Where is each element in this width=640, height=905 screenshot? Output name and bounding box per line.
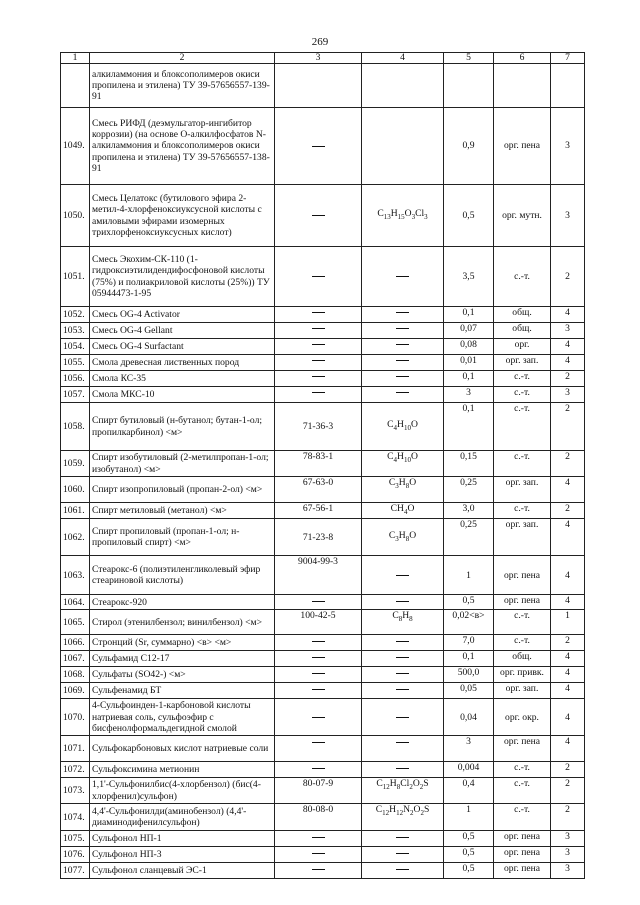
formula bbox=[362, 667, 444, 683]
substance-name: Сульфонол НП-3 bbox=[90, 847, 275, 863]
harm-indicator: орг. привк. bbox=[494, 667, 551, 683]
harm-indicator: с.-т. bbox=[494, 371, 551, 387]
substance-name: Смола МКС-10 bbox=[90, 387, 275, 403]
empty-dash bbox=[312, 768, 325, 769]
limit-value: 0,07 bbox=[444, 323, 494, 339]
harm-indicator: орг. bbox=[494, 339, 551, 355]
row-number: 1059. bbox=[61, 451, 90, 477]
hazard-class: 2 bbox=[551, 451, 585, 477]
hazard-class: 3 bbox=[551, 185, 585, 247]
hazard-class: 4 bbox=[551, 355, 585, 371]
table-row bbox=[61, 247, 585, 307]
row-number: 1073. bbox=[61, 778, 90, 804]
substance-name: 1,1'-Сульфонилбис(4-хлорбензол) (бис(4-хлорфенил)сульфон) bbox=[90, 778, 275, 804]
cas-number bbox=[275, 355, 362, 371]
substance-name: Смола древесная лиственных пород bbox=[90, 355, 275, 371]
formula bbox=[362, 64, 444, 108]
table-row bbox=[61, 355, 585, 371]
table-row bbox=[61, 64, 585, 108]
empty-dash bbox=[312, 328, 325, 329]
cas-number: 9004-99-3 bbox=[275, 556, 362, 595]
empty-dash bbox=[312, 689, 325, 690]
table-row bbox=[61, 635, 585, 651]
cas-number bbox=[275, 185, 362, 247]
row-number: 1066. bbox=[61, 635, 90, 651]
harm-indicator: с.-т. bbox=[494, 804, 551, 831]
cas-number bbox=[275, 651, 362, 667]
substance-name: Сульфамид С12-17 bbox=[90, 651, 275, 667]
empty-dash bbox=[396, 312, 409, 313]
limit-value: 0,5 bbox=[444, 595, 494, 610]
cas-number: 71-23-8 bbox=[275, 519, 362, 556]
harm-indicator: орг. зап. bbox=[494, 477, 551, 503]
cas-number bbox=[275, 595, 362, 610]
empty-dash bbox=[396, 717, 409, 718]
cas-number bbox=[275, 307, 362, 323]
formula bbox=[362, 863, 444, 879]
cas-number bbox=[275, 863, 362, 879]
row-number: 1062. bbox=[61, 519, 90, 556]
row-number bbox=[61, 64, 90, 108]
limit-value: 0,1 bbox=[444, 371, 494, 387]
row-number: 1052. bbox=[61, 307, 90, 323]
substance-name: Стеарокс-920 bbox=[90, 595, 275, 610]
harm-indicator: орг. зап. bbox=[494, 355, 551, 371]
empty-dash bbox=[312, 376, 325, 377]
harm-indicator: орг. зап. bbox=[494, 683, 551, 699]
limit-value: 0,5 bbox=[444, 847, 494, 863]
empty-dash bbox=[312, 853, 325, 854]
row-number: 1072. bbox=[61, 762, 90, 778]
limit-value: 0,25 bbox=[444, 477, 494, 503]
harm-indicator: с.-т. bbox=[494, 762, 551, 778]
hazard-class: 4 bbox=[551, 339, 585, 355]
formula bbox=[362, 108, 444, 185]
row-number: 1070. bbox=[61, 699, 90, 736]
limit-value: 0,02<в> bbox=[444, 610, 494, 635]
formula bbox=[362, 736, 444, 762]
cas-number: 67-63-0 bbox=[275, 477, 362, 503]
harm-indicator: орг. мутн. bbox=[494, 185, 551, 247]
row-number: 1050. bbox=[61, 185, 90, 247]
cas-number bbox=[275, 387, 362, 403]
empty-dash bbox=[396, 344, 409, 345]
table-row bbox=[61, 451, 585, 477]
cas-number bbox=[275, 699, 362, 736]
limit-value bbox=[444, 64, 494, 108]
limit-value: 7,0 bbox=[444, 635, 494, 651]
substance-name: Сульфоксимина метионин bbox=[90, 762, 275, 778]
empty-dash bbox=[312, 837, 325, 838]
row-number: 1058. bbox=[61, 403, 90, 451]
cas-number bbox=[275, 762, 362, 778]
formula bbox=[362, 339, 444, 355]
harm-indicator: с.-т. bbox=[494, 247, 551, 307]
table-row bbox=[61, 339, 585, 355]
hazard-class: 4 bbox=[551, 595, 585, 610]
hazard-class: 3 bbox=[551, 323, 585, 339]
substance-table bbox=[60, 52, 585, 879]
cas-number bbox=[275, 247, 362, 307]
table-row bbox=[61, 371, 585, 387]
hazard-class: 4 bbox=[551, 519, 585, 556]
empty-dash bbox=[312, 717, 325, 718]
hazard-class: 2 bbox=[551, 778, 585, 804]
cas-number: 100-42-5 bbox=[275, 610, 362, 635]
cas-number: 80-07-9 bbox=[275, 778, 362, 804]
hazard-class: 2 bbox=[551, 503, 585, 519]
row-number: 1055. bbox=[61, 355, 90, 371]
empty-dash bbox=[396, 376, 409, 377]
empty-dash bbox=[396, 869, 409, 870]
substance-name: Спирт изобутиловый (2-метилпропан-1-ол; изобутанол) <м> bbox=[90, 451, 275, 477]
formula bbox=[362, 699, 444, 736]
hazard-class: 1 bbox=[551, 610, 585, 635]
substance-name: Смесь OG-4 Gellant bbox=[90, 323, 275, 339]
cas-number bbox=[275, 323, 362, 339]
empty-dash bbox=[312, 641, 325, 642]
empty-dash bbox=[312, 360, 325, 361]
hazard-class: 3 bbox=[551, 831, 585, 847]
limit-value: 3,0 bbox=[444, 503, 494, 519]
substance-name: алкиламмония и блоксополимеров окиси пропилена и этилена) ТУ 39-57656557-139-91 bbox=[90, 64, 275, 108]
row-number: 1069. bbox=[61, 683, 90, 699]
table-row bbox=[61, 503, 585, 519]
hazard-class: 3 bbox=[551, 387, 585, 403]
harm-indicator: орг. пена bbox=[494, 556, 551, 595]
row-number: 1074. bbox=[61, 804, 90, 831]
empty-dash bbox=[312, 312, 325, 313]
limit-value: 0,08 bbox=[444, 339, 494, 355]
formula bbox=[362, 355, 444, 371]
substance-name: Спирт изопропиловый (пропан-2-ол) <м> bbox=[90, 477, 275, 503]
cas-number: 67-56-1 bbox=[275, 503, 362, 519]
formula bbox=[362, 847, 444, 863]
table-row bbox=[61, 847, 585, 863]
formula: $C_4H_{10}O$ bbox=[362, 451, 444, 477]
harm-indicator: с.-т. bbox=[494, 610, 551, 635]
empty-dash bbox=[396, 768, 409, 769]
substance-name: Сульфенамид БТ bbox=[90, 683, 275, 699]
cas-number bbox=[275, 371, 362, 387]
col-2-header: 2 bbox=[90, 53, 275, 64]
limit-value: 1 bbox=[444, 804, 494, 831]
limit-value: 0,15 bbox=[444, 451, 494, 477]
formula: $C_4H_{10}O$ bbox=[362, 403, 444, 451]
table-row bbox=[61, 778, 585, 804]
cas-number: 78-83-1 bbox=[275, 451, 362, 477]
empty-dash bbox=[396, 601, 409, 602]
cas-number bbox=[275, 635, 362, 651]
table-row bbox=[61, 667, 585, 683]
table-row bbox=[61, 762, 585, 778]
hazard-class: 2 bbox=[551, 371, 585, 387]
limit-value: 0,05 bbox=[444, 683, 494, 699]
hazard-class: 2 bbox=[551, 804, 585, 831]
hazard-class: 4 bbox=[551, 651, 585, 667]
empty-dash bbox=[396, 641, 409, 642]
limit-value: 3 bbox=[444, 736, 494, 762]
formula bbox=[362, 595, 444, 610]
cas-number bbox=[275, 736, 362, 762]
substance-name: Смесь Целатокс (бутилового эфира 2-метил-4-хлорфеноксиуксусной кислоты с амиловыми эфирами изомерных трихлорфеноксиуксусных кислот) bbox=[90, 185, 275, 247]
formula bbox=[362, 387, 444, 403]
hazard-class: 2 bbox=[551, 247, 585, 307]
table-row bbox=[61, 477, 585, 503]
hazard-class: 4 bbox=[551, 683, 585, 699]
cas-number bbox=[275, 108, 362, 185]
substance-name: Стирол (этенилбензол; винилбензол) <м> bbox=[90, 610, 275, 635]
row-number: 1061. bbox=[61, 503, 90, 519]
limit-value: 0,9 bbox=[444, 108, 494, 185]
col-6-header: 6 bbox=[494, 53, 551, 64]
table-row bbox=[61, 683, 585, 699]
harm-indicator bbox=[494, 64, 551, 108]
harm-indicator: орг. пена bbox=[494, 847, 551, 863]
empty-dash bbox=[396, 328, 409, 329]
table-row bbox=[61, 699, 585, 736]
empty-dash bbox=[312, 215, 325, 216]
table-row bbox=[61, 595, 585, 610]
limit-value: 3 bbox=[444, 387, 494, 403]
harm-indicator: орг. пена bbox=[494, 863, 551, 879]
substance-name: Смесь OG-4 Surfactant bbox=[90, 339, 275, 355]
empty-dash bbox=[396, 837, 409, 838]
formula bbox=[362, 323, 444, 339]
empty-dash bbox=[396, 689, 409, 690]
harm-indicator: орг. пена bbox=[494, 831, 551, 847]
formula bbox=[362, 762, 444, 778]
cas-number: 80-08-0 bbox=[275, 804, 362, 831]
col-7-header: 7 bbox=[551, 53, 585, 64]
formula: $C_{12}H_8Cl_2O_2S$ bbox=[362, 778, 444, 804]
table-row bbox=[61, 651, 585, 667]
formula bbox=[362, 831, 444, 847]
empty-dash bbox=[396, 575, 409, 576]
formula bbox=[362, 371, 444, 387]
limit-value: 0,01 bbox=[444, 355, 494, 371]
harm-indicator: общ. bbox=[494, 307, 551, 323]
row-number: 1056. bbox=[61, 371, 90, 387]
harm-indicator: с.-т. bbox=[494, 403, 551, 451]
limit-value: 500,0 bbox=[444, 667, 494, 683]
row-number: 1068. bbox=[61, 667, 90, 683]
row-number: 1077. bbox=[61, 863, 90, 879]
empty-dash bbox=[312, 344, 325, 345]
hazard-class: 3 bbox=[551, 108, 585, 185]
table-row bbox=[61, 108, 585, 185]
hazard-class: 3 bbox=[551, 847, 585, 863]
empty-dash bbox=[396, 673, 409, 674]
substance-name: 4,4'-Сульфонилди(аминобензол) (4,4'-диаминодифенилсульфон) bbox=[90, 804, 275, 831]
empty-dash bbox=[312, 742, 325, 743]
substance-name: Смола КС-35 bbox=[90, 371, 275, 387]
cas-number bbox=[275, 64, 362, 108]
row-number: 1075. bbox=[61, 831, 90, 847]
harm-indicator: орг. пена bbox=[494, 108, 551, 185]
limit-value: 1 bbox=[444, 556, 494, 595]
column-number-header bbox=[61, 53, 585, 64]
empty-dash bbox=[312, 601, 325, 602]
formula: $C_3H_8O$ bbox=[362, 477, 444, 503]
row-number: 1067. bbox=[61, 651, 90, 667]
cas-number bbox=[275, 339, 362, 355]
harm-indicator: орг. окр. bbox=[494, 699, 551, 736]
row-number: 1049. bbox=[61, 108, 90, 185]
empty-dash bbox=[312, 673, 325, 674]
harm-indicator: с.-т. bbox=[494, 635, 551, 651]
table-row bbox=[61, 519, 585, 556]
harm-indicator: с.-т. bbox=[494, 451, 551, 477]
formula: $CH_4O$ bbox=[362, 503, 444, 519]
formula: $C_3H_8O$ bbox=[362, 519, 444, 556]
empty-dash bbox=[312, 657, 325, 658]
col-1-header: 1 bbox=[61, 53, 90, 64]
row-number: 1060. bbox=[61, 477, 90, 503]
row-number: 1065. bbox=[61, 610, 90, 635]
hazard-class: 4 bbox=[551, 477, 585, 503]
row-number: 1071. bbox=[61, 736, 90, 762]
substance-name: Стронций (Sr, суммарно) <в> <м> bbox=[90, 635, 275, 651]
row-number: 1053. bbox=[61, 323, 90, 339]
limit-value: 0,04 bbox=[444, 699, 494, 736]
col-5-header: 5 bbox=[444, 53, 494, 64]
formula bbox=[362, 651, 444, 667]
hazard-class: 2 bbox=[551, 635, 585, 651]
harm-indicator: с.-т. bbox=[494, 778, 551, 804]
formula: $C_8H_8$ bbox=[362, 610, 444, 635]
table-row bbox=[61, 556, 585, 595]
substance-name: Сульфаты (SO42-) <м> bbox=[90, 667, 275, 683]
harm-indicator: орг. пена bbox=[494, 595, 551, 610]
hazard-class: 4 bbox=[551, 667, 585, 683]
formula bbox=[362, 635, 444, 651]
formula: $C_{12}H_{12}N_2O_2S$ bbox=[362, 804, 444, 831]
row-number: 1063. bbox=[61, 556, 90, 595]
hazard-class: 4 bbox=[551, 736, 585, 762]
col-3-header: 3 bbox=[275, 53, 362, 64]
hazard-class: 2 bbox=[551, 762, 585, 778]
substance-name: Спирт пропиловый (пропан-1-ол; н-пропиловый спирт) <м> bbox=[90, 519, 275, 556]
substance-name: Спирт бутиловый (н-бутанол; бутан-1-ол; пропилкарбинол) <м> bbox=[90, 403, 275, 451]
substance-name: Сульфонол сланцевый ЭС-1 bbox=[90, 863, 275, 879]
limit-value: 0,25 bbox=[444, 519, 494, 556]
table-row bbox=[61, 403, 585, 451]
empty-dash bbox=[396, 392, 409, 393]
limit-value: 0,004 bbox=[444, 762, 494, 778]
empty-dash bbox=[312, 392, 325, 393]
col-4-header: 4 bbox=[362, 53, 444, 64]
harm-indicator: общ. bbox=[494, 323, 551, 339]
row-number: 1057. bbox=[61, 387, 90, 403]
harm-indicator: орг. пена bbox=[494, 736, 551, 762]
table-row bbox=[61, 323, 585, 339]
row-number: 1064. bbox=[61, 595, 90, 610]
harm-indicator: с.-т. bbox=[494, 503, 551, 519]
page-number: 269 bbox=[311, 36, 329, 48]
substance-name: Стеарокс-6 (полиэтиленгликолевый эфир стеариновой кислоты) bbox=[90, 556, 275, 595]
empty-dash bbox=[396, 360, 409, 361]
empty-dash bbox=[312, 146, 325, 147]
row-number: 1051. bbox=[61, 247, 90, 307]
empty-dash bbox=[396, 276, 409, 277]
substance-name: Сульфонол НП-1 bbox=[90, 831, 275, 847]
substance-name: Смесь Экохим-СК-110 (1-гидроксиэтилидендифосфоновой кислоты (75%) и полиакриловой кислоты (25%)) ТУ 05944473-1-95 bbox=[90, 247, 275, 307]
hazard-class: 3 bbox=[551, 863, 585, 879]
row-number: 1076. bbox=[61, 847, 90, 863]
substance-name: Спирт метиловый (метанол) <м> bbox=[90, 503, 275, 519]
empty-dash bbox=[312, 869, 325, 870]
limit-value: 0,5 bbox=[444, 863, 494, 879]
empty-dash bbox=[396, 657, 409, 658]
empty-dash bbox=[312, 276, 325, 277]
substance-name: Сульфокарбоновых кислот натриевые соли bbox=[90, 736, 275, 762]
cas-number bbox=[275, 667, 362, 683]
limit-value: 3,5 bbox=[444, 247, 494, 307]
cas-number bbox=[275, 847, 362, 863]
formula bbox=[362, 556, 444, 595]
limit-value: 0,1 bbox=[444, 307, 494, 323]
table-row bbox=[61, 185, 585, 247]
table-row bbox=[61, 610, 585, 635]
cas-number bbox=[275, 683, 362, 699]
hazard-class: 4 bbox=[551, 556, 585, 595]
hazard-class: 4 bbox=[551, 699, 585, 736]
formula bbox=[362, 683, 444, 699]
formula bbox=[362, 247, 444, 307]
formula bbox=[362, 307, 444, 323]
hazard-class: 2 bbox=[551, 403, 585, 451]
limit-value: 0,1 bbox=[444, 403, 494, 451]
table-row bbox=[61, 387, 585, 403]
table-row bbox=[61, 307, 585, 323]
substance-name: Смесь РИФД (деэмульгатор-ингибитор коррозии) (на основе О-алкилфосфатов N-алкиламмония и блоксополимеров окиси пропилена и этилена) ТУ 39-57656557-138-91 bbox=[90, 108, 275, 185]
substance-name: 4-Сульфоинден-1-карбоновой кислоты натриевая соль, сульфоэфир с бисфенолформальдегидной смолой bbox=[90, 699, 275, 736]
row-number: 1054. bbox=[61, 339, 90, 355]
limit-value: 0,5 bbox=[444, 831, 494, 847]
cas-number: 71-36-3 bbox=[275, 403, 362, 451]
limit-value: 0,4 bbox=[444, 778, 494, 804]
table-row bbox=[61, 863, 585, 879]
hazard-class: 4 bbox=[551, 307, 585, 323]
formula: $C_{13}H_{15}O_3Cl_3$ bbox=[362, 185, 444, 247]
harm-indicator: орг. зап. bbox=[494, 519, 551, 556]
table-row bbox=[61, 804, 585, 831]
harm-indicator: с.-т. bbox=[494, 387, 551, 403]
limit-value: 0,1 bbox=[444, 651, 494, 667]
harm-indicator: общ. bbox=[494, 651, 551, 667]
limit-value: 0,5 bbox=[444, 185, 494, 247]
empty-dash bbox=[396, 853, 409, 854]
empty-dash bbox=[396, 742, 409, 743]
cas-number bbox=[275, 831, 362, 847]
hazard-class bbox=[551, 64, 585, 108]
table-row bbox=[61, 831, 585, 847]
table-row bbox=[61, 736, 585, 762]
substance-name: Смесь OG-4 Activator bbox=[90, 307, 275, 323]
